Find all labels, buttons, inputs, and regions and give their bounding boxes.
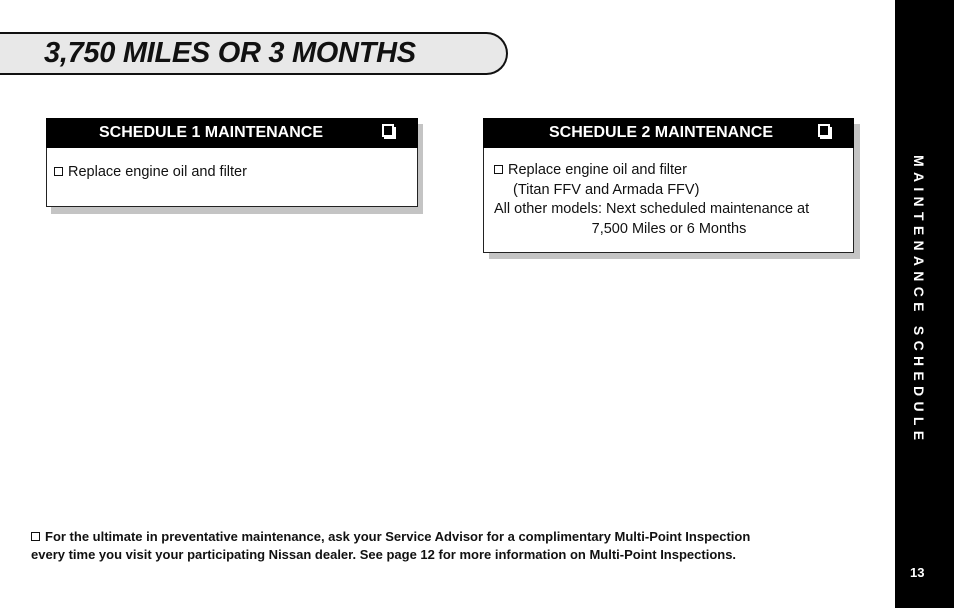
schedule-2-body	[494, 161, 844, 239]
checkbox-icon[interactable]	[31, 532, 40, 541]
checkbox-icon	[382, 124, 394, 137]
footer-note-line-1: For the ultimate in preventative maintenance, ask your Service Advisor for a complimentary Multi-Point Inspection	[31, 528, 881, 546]
schedule-1-card	[46, 118, 418, 207]
checkbox-icon	[818, 124, 830, 137]
schedule-2-item-sub: (Titan FFV and Armada FFV)	[513, 181, 700, 198]
side-tab-label: MAINTENANCE SCHEDULE	[911, 155, 927, 446]
schedule-1-body	[54, 163, 247, 183]
schedule-2-card	[483, 118, 854, 253]
checkbox-icon[interactable]	[494, 165, 503, 174]
schedule-1-item: Replace engine oil and filter	[54, 163, 247, 183]
schedule-2-header	[483, 118, 854, 148]
footer-note-line-2: every time you visit your participating Nissan dealer. See page 12 for more information on Multi-Point Inspections.	[31, 547, 737, 562]
schedule-2-item: Replace engine oil and filter	[494, 161, 844, 181]
schedule-1-title: SCHEDULE 1 MAINTENANCE	[99, 124, 324, 141]
footer-note	[31, 528, 881, 564]
page-title-banner	[0, 32, 508, 75]
schedule-2-note: All other models: Next scheduled maintenance at	[494, 201, 810, 217]
checkbox-icon[interactable]	[54, 167, 63, 176]
schedule-2-note-next: 7,500 Miles or 6 Months	[591, 220, 747, 237]
page-title: 3,750 MILES OR 3 MONTHS	[44, 37, 416, 69]
schedule-1-header	[46, 118, 418, 148]
schedule-2-title: SCHEDULE 2 MAINTENANCE	[549, 124, 774, 141]
page-number: 13	[910, 565, 925, 580]
